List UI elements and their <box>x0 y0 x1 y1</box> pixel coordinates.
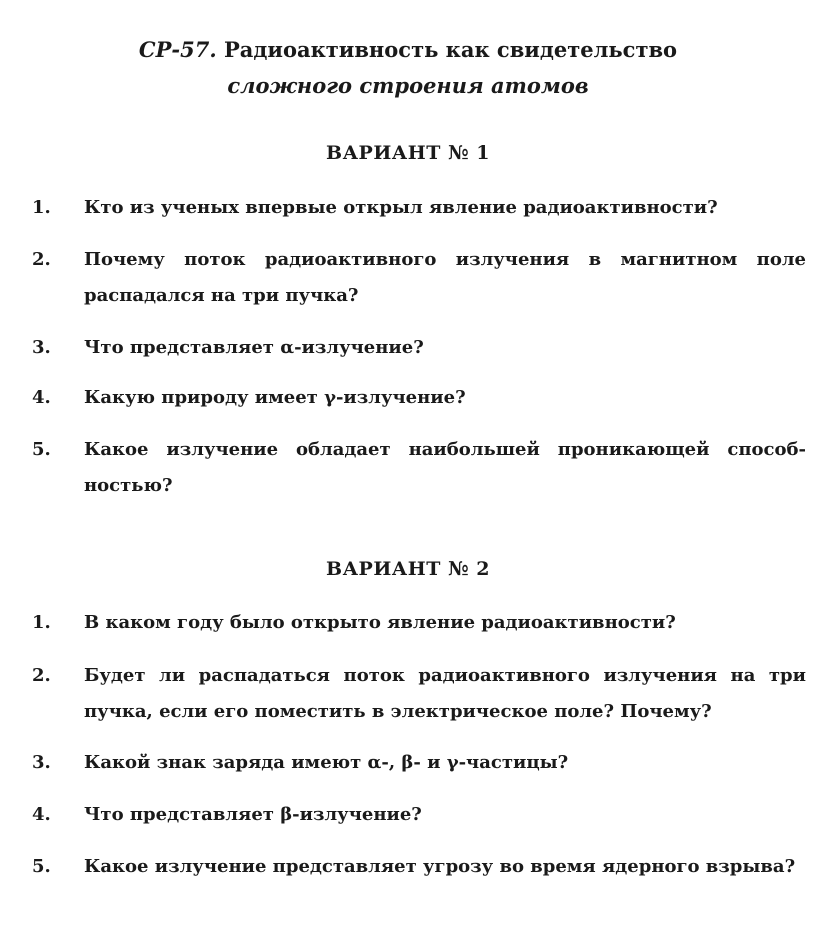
question-text-line-1: Какое излучение обладает наибольшей проникающей способ- <box>84 439 806 460</box>
question-text: В каком году было открыто явление радиоактивности? <box>84 612 676 633</box>
v2-question-1 <box>32 605 806 641</box>
title-line-2: сложного строения атомов <box>227 73 589 98</box>
v1-question-2 <box>32 242 806 314</box>
question-number: 5. <box>32 856 51 877</box>
title-line-1: Радиоактивность как свидетельство <box>224 37 678 62</box>
question-text: Какой знак заряда имеют α-, β- и γ-частицы? <box>84 752 569 773</box>
question-number: 3. <box>32 752 51 773</box>
question-text: Что представляет α-излучение? <box>84 337 424 358</box>
question-text-line-1: Почему поток радиоактивного излучения в магнитном поле <box>84 249 806 270</box>
question-text: Что представляет β-излучение? <box>84 804 422 825</box>
question-number: 4. <box>32 804 51 825</box>
v1-question-4 <box>32 380 806 416</box>
question-text: Какое излучение представляет угрозу во время ядерного взрыва? <box>84 856 796 877</box>
v2-question-4 <box>32 797 806 833</box>
question-number: 2. <box>32 665 51 686</box>
question-text: Кто из ученых впервые открыл явление радиоактивности? <box>84 197 718 218</box>
question-text-line-2: распадался на три пучка? <box>84 285 359 306</box>
question-number: 4. <box>32 387 51 408</box>
v2-question-5 <box>32 849 806 885</box>
v2-question-3 <box>32 745 806 781</box>
worksheet-code: СР-57. <box>138 37 217 62</box>
question-number: 1. <box>32 197 51 218</box>
variant-2-heading: ВАРИАНТ № 2 <box>326 558 490 580</box>
question-number: 3. <box>32 337 51 358</box>
variant-1-heading: ВАРИАНТ № 1 <box>326 142 490 164</box>
question-number: 1. <box>32 612 51 633</box>
v1-question-3 <box>32 330 806 366</box>
question-number: 5. <box>32 439 51 460</box>
question-text-line-1: Будет ли распадаться поток радиоактивного излучения на три <box>84 665 806 686</box>
question-text-line-2: ностью? <box>84 475 173 496</box>
v1-question-1 <box>32 190 806 226</box>
question-text: Какую природу имеет γ-излучение? <box>84 387 466 408</box>
v1-question-5 <box>32 432 806 504</box>
page-title <box>0 32 816 104</box>
v2-question-2 <box>32 658 806 730</box>
question-text-line-2: пучка, если его поместить в электрическое поле? Почему? <box>84 701 712 722</box>
question-number: 2. <box>32 249 51 270</box>
